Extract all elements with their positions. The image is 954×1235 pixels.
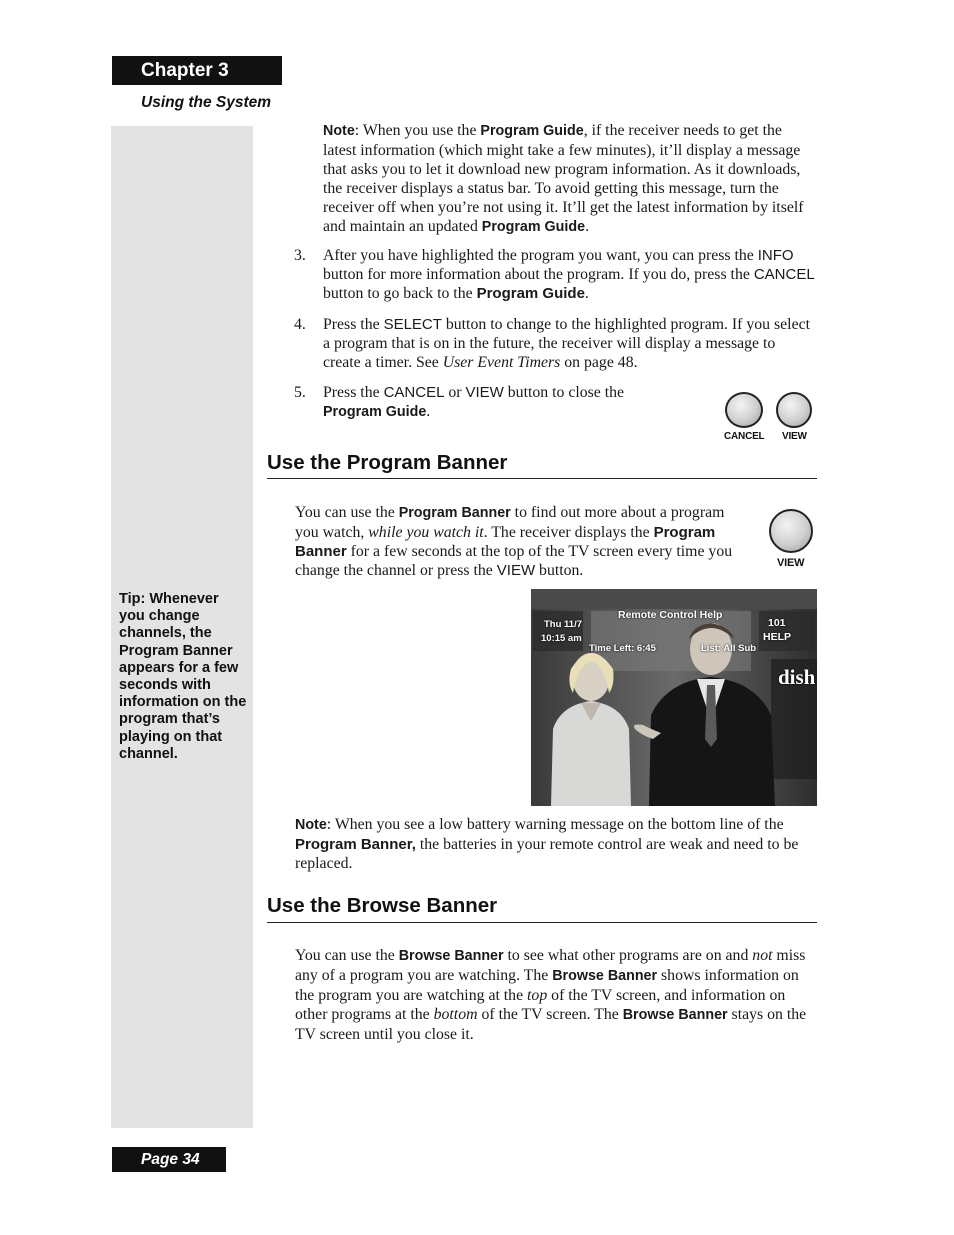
step-text: Press the SELECT button to change to the highlighted program. If you select a program that is on in the future, the receiver will display a message to create a timer. See User Event Timers on page 48. [323, 316, 810, 371]
view-button-icon [776, 392, 812, 428]
section-heading: Use the Program Banner [267, 451, 508, 474]
screen-time: 10:15 am [541, 633, 582, 644]
dish-logo: dish [778, 665, 816, 689]
screen-time-left: Time Left: 6:45 [589, 643, 656, 654]
view-button-label: VIEW [782, 431, 807, 442]
cancel-button-label: CANCEL [724, 431, 765, 442]
step-number: 5. [294, 384, 306, 401]
step-number: 3. [294, 247, 306, 264]
section-rule [267, 478, 817, 479]
screen-date: Thu 11/7 [544, 619, 583, 630]
screen-channel-name: HELP [763, 631, 792, 643]
sidebar-tip: Tip: Whenever you change channels, the Program Banner appears for a few seconds with information on the program that’s playing on that channel. [119, 591, 247, 762]
step-number: 4. [294, 316, 306, 333]
step-text: Press the CANCEL or VIEW button to close the Program Guide. [323, 384, 625, 420]
browse-banner-paragraph: You can use the Browse Banner to see what other programs are on and not miss any of a program you are watching. The Browse Banner shows information on the program you are watching at the top of the TV screen, and information on other programs at the bottom of the TV screen. The Browse Banner stays on the TV screen until you close it. [295, 947, 807, 1043]
view-button-icon [769, 509, 813, 553]
note-program-guide: Note: When you use the Program Guide, if the receiver needs to get the latest information (which might take a few minutes), it’ll display a message that asks you to let it download new program information. As it downloads, the receiver displays a status bar. To avoid getting this message, turn the receiver off when you’re not using it. It’ll get the latest information by itself and maintain an updated Program Guide. [323, 122, 804, 235]
cancel-button-icon [725, 392, 763, 428]
view-button-label: VIEW [777, 557, 805, 569]
tv-screenshot [531, 589, 817, 806]
screen-list: List: All Sub [701, 643, 757, 654]
note-low-battery: Note: When you see a low battery warning message on the bottom line of the Program Banner, the batteries in your remote control are weak and need to be replaced. [295, 816, 799, 872]
section-rule [267, 922, 817, 923]
program-banner-paragraph: You can use the Program Banner to find out more about a program you watch, while you watch it. The receiver displays the Program Banner for a few seconds at the top of the TV screen every time you change the channel or press the VIEW button. [295, 504, 733, 579]
chapter-subtitle: Using the System [141, 94, 272, 111]
page-number: Page 34 [112, 1147, 226, 1172]
screen-channel: 101 [768, 617, 786, 629]
step-text: After you have highlighted the program you want, you can press the INFO button for more information about the program. If you do, press the CANCEL button to go back to the Program Guide. [323, 247, 815, 302]
section-heading: Use the Browse Banner [267, 894, 498, 917]
screen-title: Remote Control Help [618, 609, 723, 621]
chapter-tab: Chapter 3 [112, 56, 282, 85]
